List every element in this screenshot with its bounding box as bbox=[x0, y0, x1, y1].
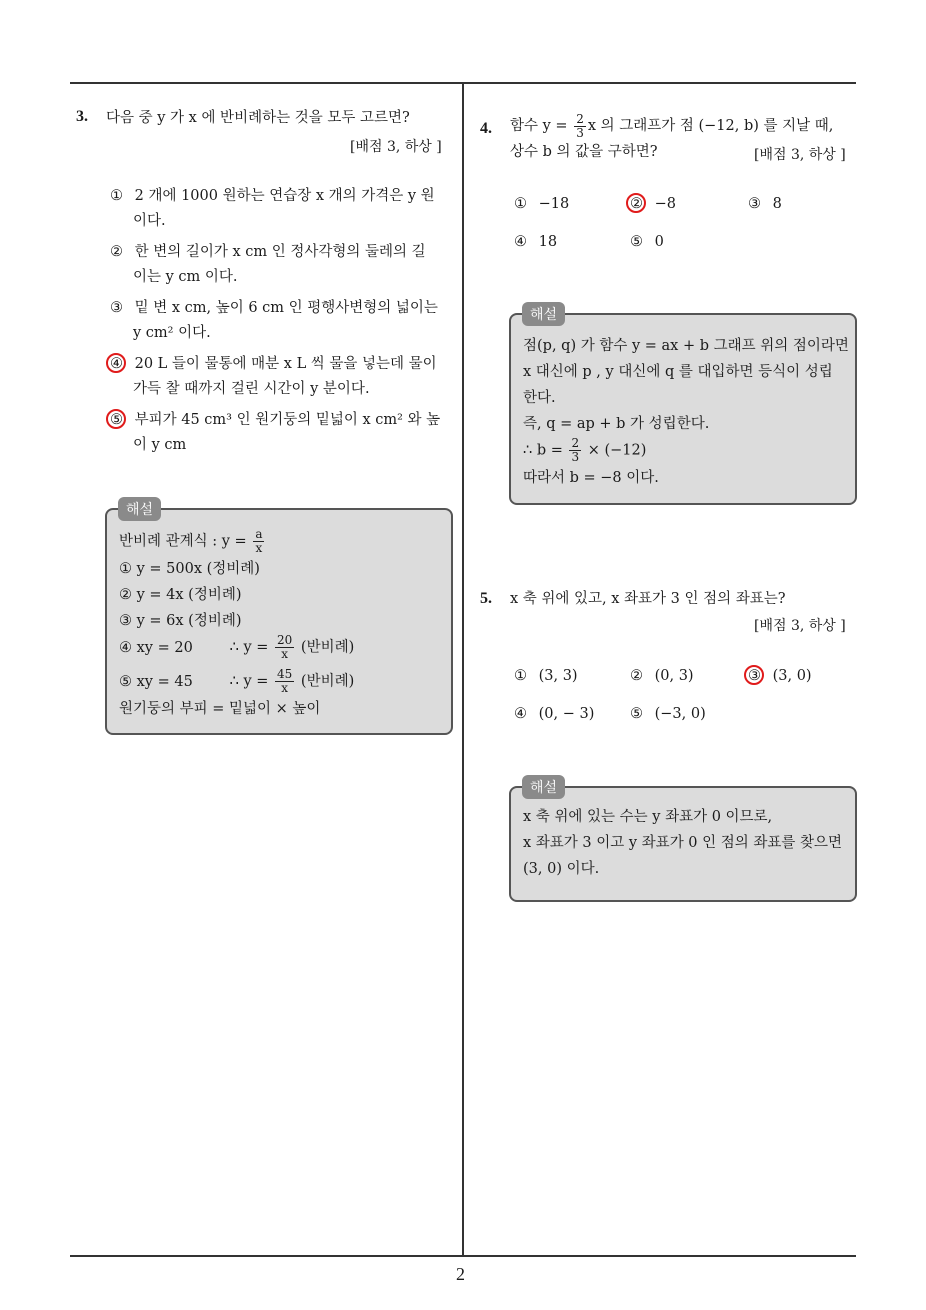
q4-exp-line-5: ∴ b = $\frac{2}{3}$ × (−12) bbox=[523, 436, 647, 464]
q3-score: [배점 3, 하상 ] bbox=[350, 139, 442, 155]
q4-stem: 함수 y = $\frac{2}{3}$ x 의 그래프가 점 (−12, b) 를 지날 때, bbox=[510, 111, 834, 140]
q3-exp-line-4: ③ y = 6x (정비례) bbox=[119, 613, 242, 629]
column-divider bbox=[462, 84, 464, 1257]
q5-explanation-tag: 해설 bbox=[522, 775, 565, 799]
q3-option-2-cont: 이는 y cm 이다. bbox=[133, 269, 238, 285]
q3-option-3-line1: 밑 변 x cm, 높이 6 cm 인 평행사변형의 넓이는 bbox=[134, 300, 438, 316]
q3-option-2[interactable] bbox=[110, 238, 426, 266]
q5-exp-line-1: x 축 위에 있는 수는 y 좌표가 0 이므로, bbox=[523, 809, 773, 825]
q4-number: 4. bbox=[480, 120, 492, 137]
q3-stem: 다음 중 y 가 x 에 반비례하는 것을 모두 고르면? bbox=[106, 110, 410, 126]
q4-answer-2-mark bbox=[626, 193, 646, 213]
q5-option-4[interactable]: ④ (0, − 3) bbox=[514, 706, 595, 722]
q4-score: [배점 3, 하상 ] bbox=[754, 147, 846, 163]
q3-option-1-symbol: ① bbox=[110, 188, 123, 204]
q3-exp-line-7: 원기둥의 부피 = 밑넓이 × 높이 bbox=[119, 701, 321, 717]
q4-exp-line-4: 즉, q = ap + b 가 성립한다. bbox=[523, 416, 710, 432]
q3-option-3[interactable] bbox=[110, 294, 438, 322]
q4-explanation-tag: 해설 bbox=[522, 302, 565, 326]
q5-exp-line-2: x 좌표가 3 이고 y 좌표가 0 인 점의 좌표를 찾으면 bbox=[523, 835, 843, 851]
q5-answer-3-mark bbox=[744, 665, 764, 685]
q3-answer-4-mark bbox=[106, 353, 126, 373]
q3-option-5[interactable] bbox=[110, 406, 440, 434]
q4-option-1[interactable]: ① −18 bbox=[514, 196, 570, 212]
q3-exp-line-5: ④ xy = 20 ∴ y = $\frac{20}{x}$ (반비례) bbox=[119, 633, 355, 661]
q3-exp-line-2: ① y = 500x (정비례) bbox=[119, 561, 260, 577]
q3-option-2-line1: 한 변의 길이가 x cm 인 정사각형의 둘레의 길 bbox=[134, 244, 426, 260]
q3-number: 3. bbox=[76, 108, 88, 125]
q4-option-5[interactable]: ⑤ 0 bbox=[630, 234, 664, 250]
q3-option-4-symbol: ④ bbox=[110, 356, 123, 372]
q3-answer-5-mark bbox=[106, 409, 126, 429]
q3-option-4-cont: 가득 찰 때까지 걸린 시간이 y 분이다. bbox=[133, 381, 370, 397]
q4-stem-fraction: $\frac{2}{3}$ bbox=[576, 111, 584, 140]
q3-exp-line-6: ⑤ xy = 45 ∴ y = $\frac{45}{x}$ (반비례) bbox=[119, 667, 355, 695]
q4-exp-line-1: 점(p, q) 가 함수 y = ax + b 그래프 위의 점이라면 bbox=[523, 338, 849, 354]
q3-option-5-line1: 부피가 45 cm³ 인 원기둥의 밑넓이 x cm² 와 높 bbox=[134, 412, 441, 428]
q3-option-1-cont: 이다. bbox=[133, 213, 166, 229]
q4-stem-line2: 상수 b 의 값을 구하면? bbox=[510, 144, 658, 160]
q3-option-3-symbol: ③ bbox=[110, 300, 123, 316]
q3-option-1[interactable] bbox=[110, 182, 435, 210]
page-number: 2 bbox=[456, 1264, 465, 1284]
q5-option-3[interactable]: ③ (3, 0) bbox=[748, 668, 812, 684]
q3-option-4[interactable] bbox=[110, 350, 437, 378]
q3-option-5-cont: 이 y cm bbox=[133, 437, 187, 453]
bottom-rule bbox=[70, 1255, 856, 1257]
q4-option-2[interactable]: ② −8 bbox=[630, 196, 676, 212]
q3-exp-line-3: ② y = 4x (정비례) bbox=[119, 587, 242, 603]
q3-exp-fraction-1: $\frac{a}{x}$ bbox=[255, 527, 263, 555]
q4-exp-line-3: 한다. bbox=[523, 390, 556, 406]
q3-option-2-symbol: ② bbox=[110, 244, 123, 260]
q3-option-3-cont: y cm² 이다. bbox=[133, 325, 211, 341]
q5-stem: x 축 위에 있고, x 좌표가 3 인 점의 좌표는? bbox=[510, 591, 786, 607]
q4-option-3[interactable]: ③ 8 bbox=[748, 196, 782, 212]
q4-option-4[interactable]: ④ 18 bbox=[514, 234, 558, 250]
q3-exp-line-1: 반비례 관계식 : y = $\frac{a}{x}$ bbox=[119, 527, 263, 555]
q3-explanation-tag: 해설 bbox=[118, 497, 161, 521]
q3-option-4-line1: 20 L 들이 물통에 매분 x L 씩 물을 넣는데 물이 bbox=[134, 356, 437, 372]
q5-score: [배점 3, 하상 ] bbox=[754, 618, 846, 634]
q5-explanation-box bbox=[509, 786, 857, 902]
q4-exp-line-2: x 대신에 p , y 대신에 q 를 대입하면 등식이 성립 bbox=[523, 364, 833, 380]
q5-option-5[interactable]: ⑤ (−3, 0) bbox=[630, 706, 706, 722]
q5-option-1[interactable]: ① (3, 3) bbox=[514, 668, 578, 684]
q5-number: 5. bbox=[480, 590, 492, 607]
q4-explanation-box bbox=[509, 313, 857, 505]
q3-option-1-line1: 2 개에 1000 원하는 연습장 x 개의 가격은 y 원 bbox=[134, 188, 435, 204]
q5-option-2[interactable]: ② (0, 3) bbox=[630, 668, 694, 684]
q3-option-5-symbol: ⑤ bbox=[110, 412, 123, 428]
q4-exp-line-6: 따라서 b = −8 이다. bbox=[523, 470, 659, 486]
q3-explanation-box bbox=[105, 508, 453, 735]
q5-exp-line-3: (3, 0) 이다. bbox=[523, 861, 600, 877]
